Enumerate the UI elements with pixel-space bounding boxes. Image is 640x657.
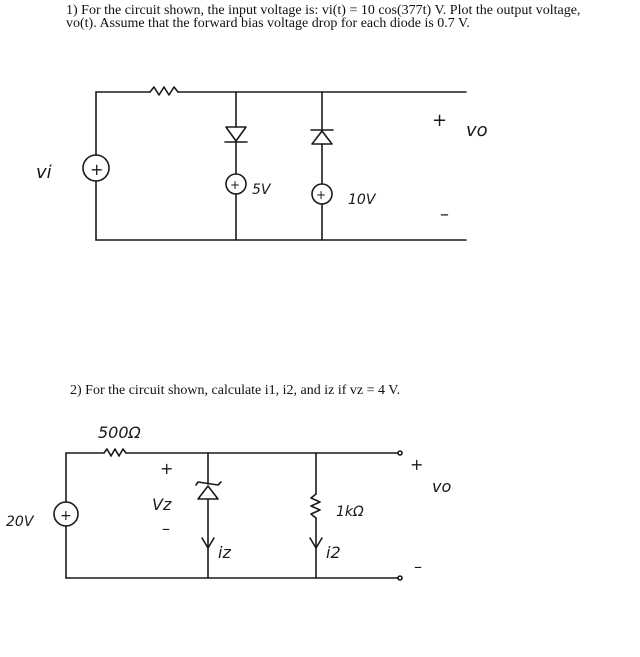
c1-out-plus: + <box>432 110 448 131</box>
c2-load-resistor <box>311 494 320 518</box>
problem2-statement: 2) For the circuit shown, calculate i1, i2, and iz if vz = 4 V. <box>70 383 401 398</box>
c2-out-terminal-top <box>398 451 402 455</box>
c1-out-label: vo <box>466 120 488 141</box>
c1-battery1-sign: + <box>230 178 241 192</box>
c2-resistor <box>104 449 126 456</box>
c2-i2-label: i2 <box>326 543 341 562</box>
c1-battery2-sign: + <box>316 188 327 202</box>
c2-zener-triangle <box>198 486 218 499</box>
c2-vz-plus: + <box>160 459 174 478</box>
circuit2 <box>6 423 451 580</box>
problem1-line2: vo(t). Assume that the forward bias voltage drop for each diode is 0.7 V. <box>66 16 470 31</box>
c2-out-plus: + <box>410 455 424 474</box>
c2-vz-label: Vz <box>152 495 172 514</box>
c2-load-resistor-label: 1kΩ <box>336 504 364 520</box>
problem1-line1: 1) For the circuit shown, the input voltage is: vi(t) = 10 cos(377t) V. Plot the output voltage, <box>66 3 581 18</box>
c2-vz-minus: – <box>162 519 170 538</box>
c1-input-label: vi <box>36 162 52 183</box>
c1-resistor <box>150 87 178 95</box>
c1-source-sign: + <box>90 160 104 179</box>
c2-source-sign: + <box>60 508 72 524</box>
c1-out-minus: – <box>440 204 449 225</box>
c1-diode1-triangle <box>226 127 246 141</box>
c2-out-minus: – <box>414 557 422 576</box>
c2-out-label: vo <box>432 477 452 496</box>
c2-source-label: 20V <box>6 514 34 530</box>
c2-iz-label: iz <box>218 543 231 562</box>
c1-diode2-triangle <box>312 131 332 144</box>
c2-series-resistor-label: 500Ω <box>98 423 141 442</box>
c1-battery1-label: 5V <box>252 182 271 198</box>
circuit1 <box>36 87 488 240</box>
c1-battery2-label: 10V <box>348 192 376 208</box>
c2-out-terminal-bottom <box>398 576 402 580</box>
